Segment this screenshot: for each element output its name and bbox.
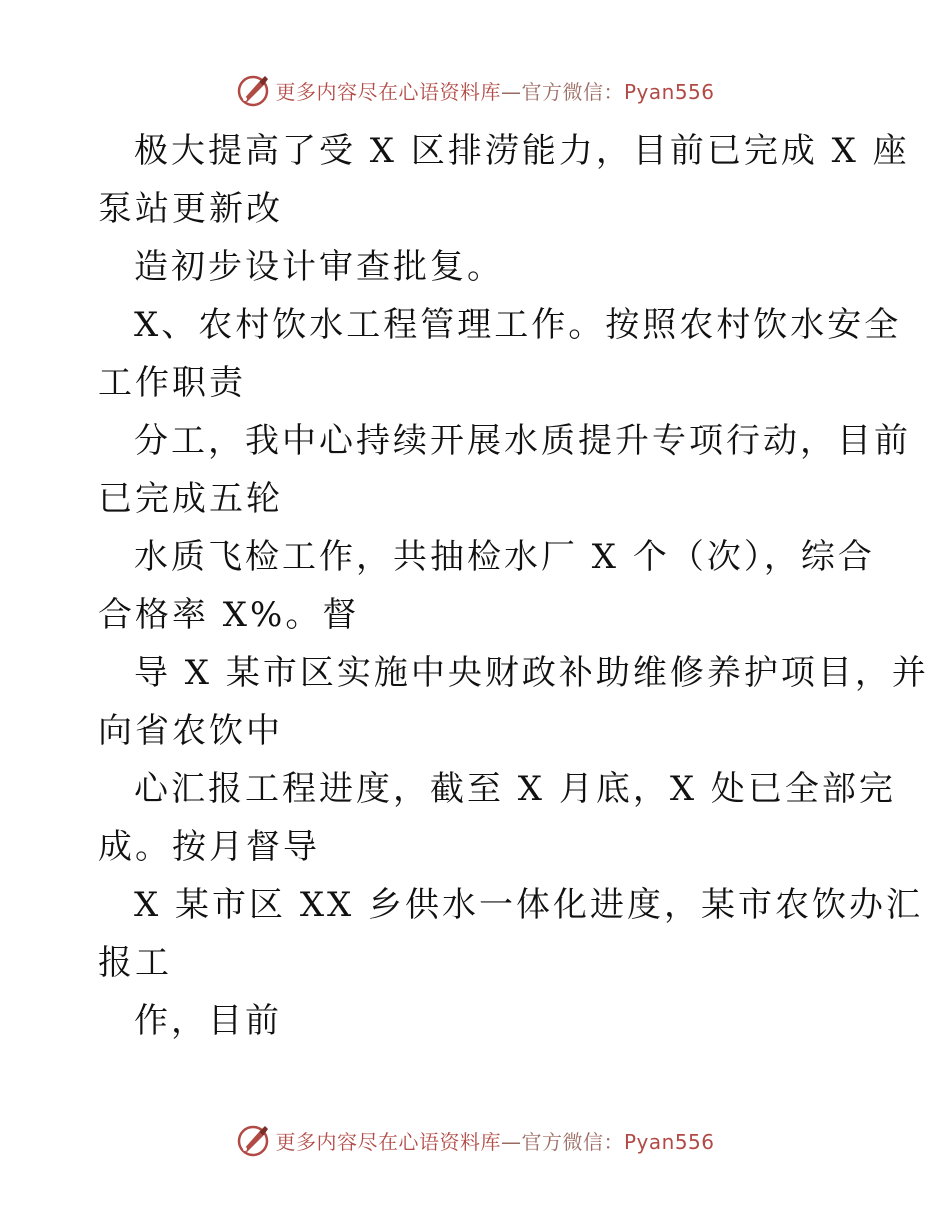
text-line: 极大提高了受 X 区排涝能力，目前已完成 X 座 [134,131,910,171]
watermark-banner-bottom [0,1120,950,1160]
watermark-wechat-id: Pyan556 [623,1129,715,1154]
document-body [98,122,929,1050]
text-line: 已完成五轮 [98,479,283,519]
text-line: 合格率 X%。督 [98,595,360,635]
text-line: 向省农饮中 [98,711,283,751]
text-line: X、农村饮水工程管理工作。按照农村饮水安全 [134,305,902,345]
text-line: 分工，我中心持续开展水质提升专项行动，目前 [134,421,911,461]
text-line: X 某市区 XX 乡供水一体化进度，某市农饮办汇 [134,885,924,925]
watermark-prefix: 更多内容尽在心语资料库 [275,1129,501,1154]
text-line: 水质飞检工作，共抽检水厂 X 个（次），综合 [134,537,875,577]
text-line: 心汇报工程进度，截至 X 月底，X 处已全部完 [134,769,896,809]
text-line: 泵站更新改 [98,189,283,229]
text-line: 作，目前 [134,1001,282,1041]
watermark-dash: — [500,1129,522,1154]
pen-logo-icon [235,1122,271,1158]
watermark-wechat-label: 官方微信： [521,1129,624,1154]
pen-logo-icon [235,72,271,108]
watermark-dash: — [500,79,522,104]
text-line: 工作职责 [98,363,246,403]
text-line: 报工 [98,943,172,983]
text-line: 造初步设计审查批复。 [134,247,504,287]
text-line: 成。按月督导 [98,827,320,867]
watermark-wechat-label: 官方微信： [521,79,624,104]
watermark-wechat-id: Pyan556 [623,79,715,104]
watermark-text [275,1126,714,1155]
text-line: 导 X 某市区实施中央财政补助维修养护项目，并 [134,653,929,693]
watermark-text [275,76,714,105]
watermark-prefix: 更多内容尽在心语资料库 [275,79,501,104]
watermark-banner-top [0,70,950,110]
